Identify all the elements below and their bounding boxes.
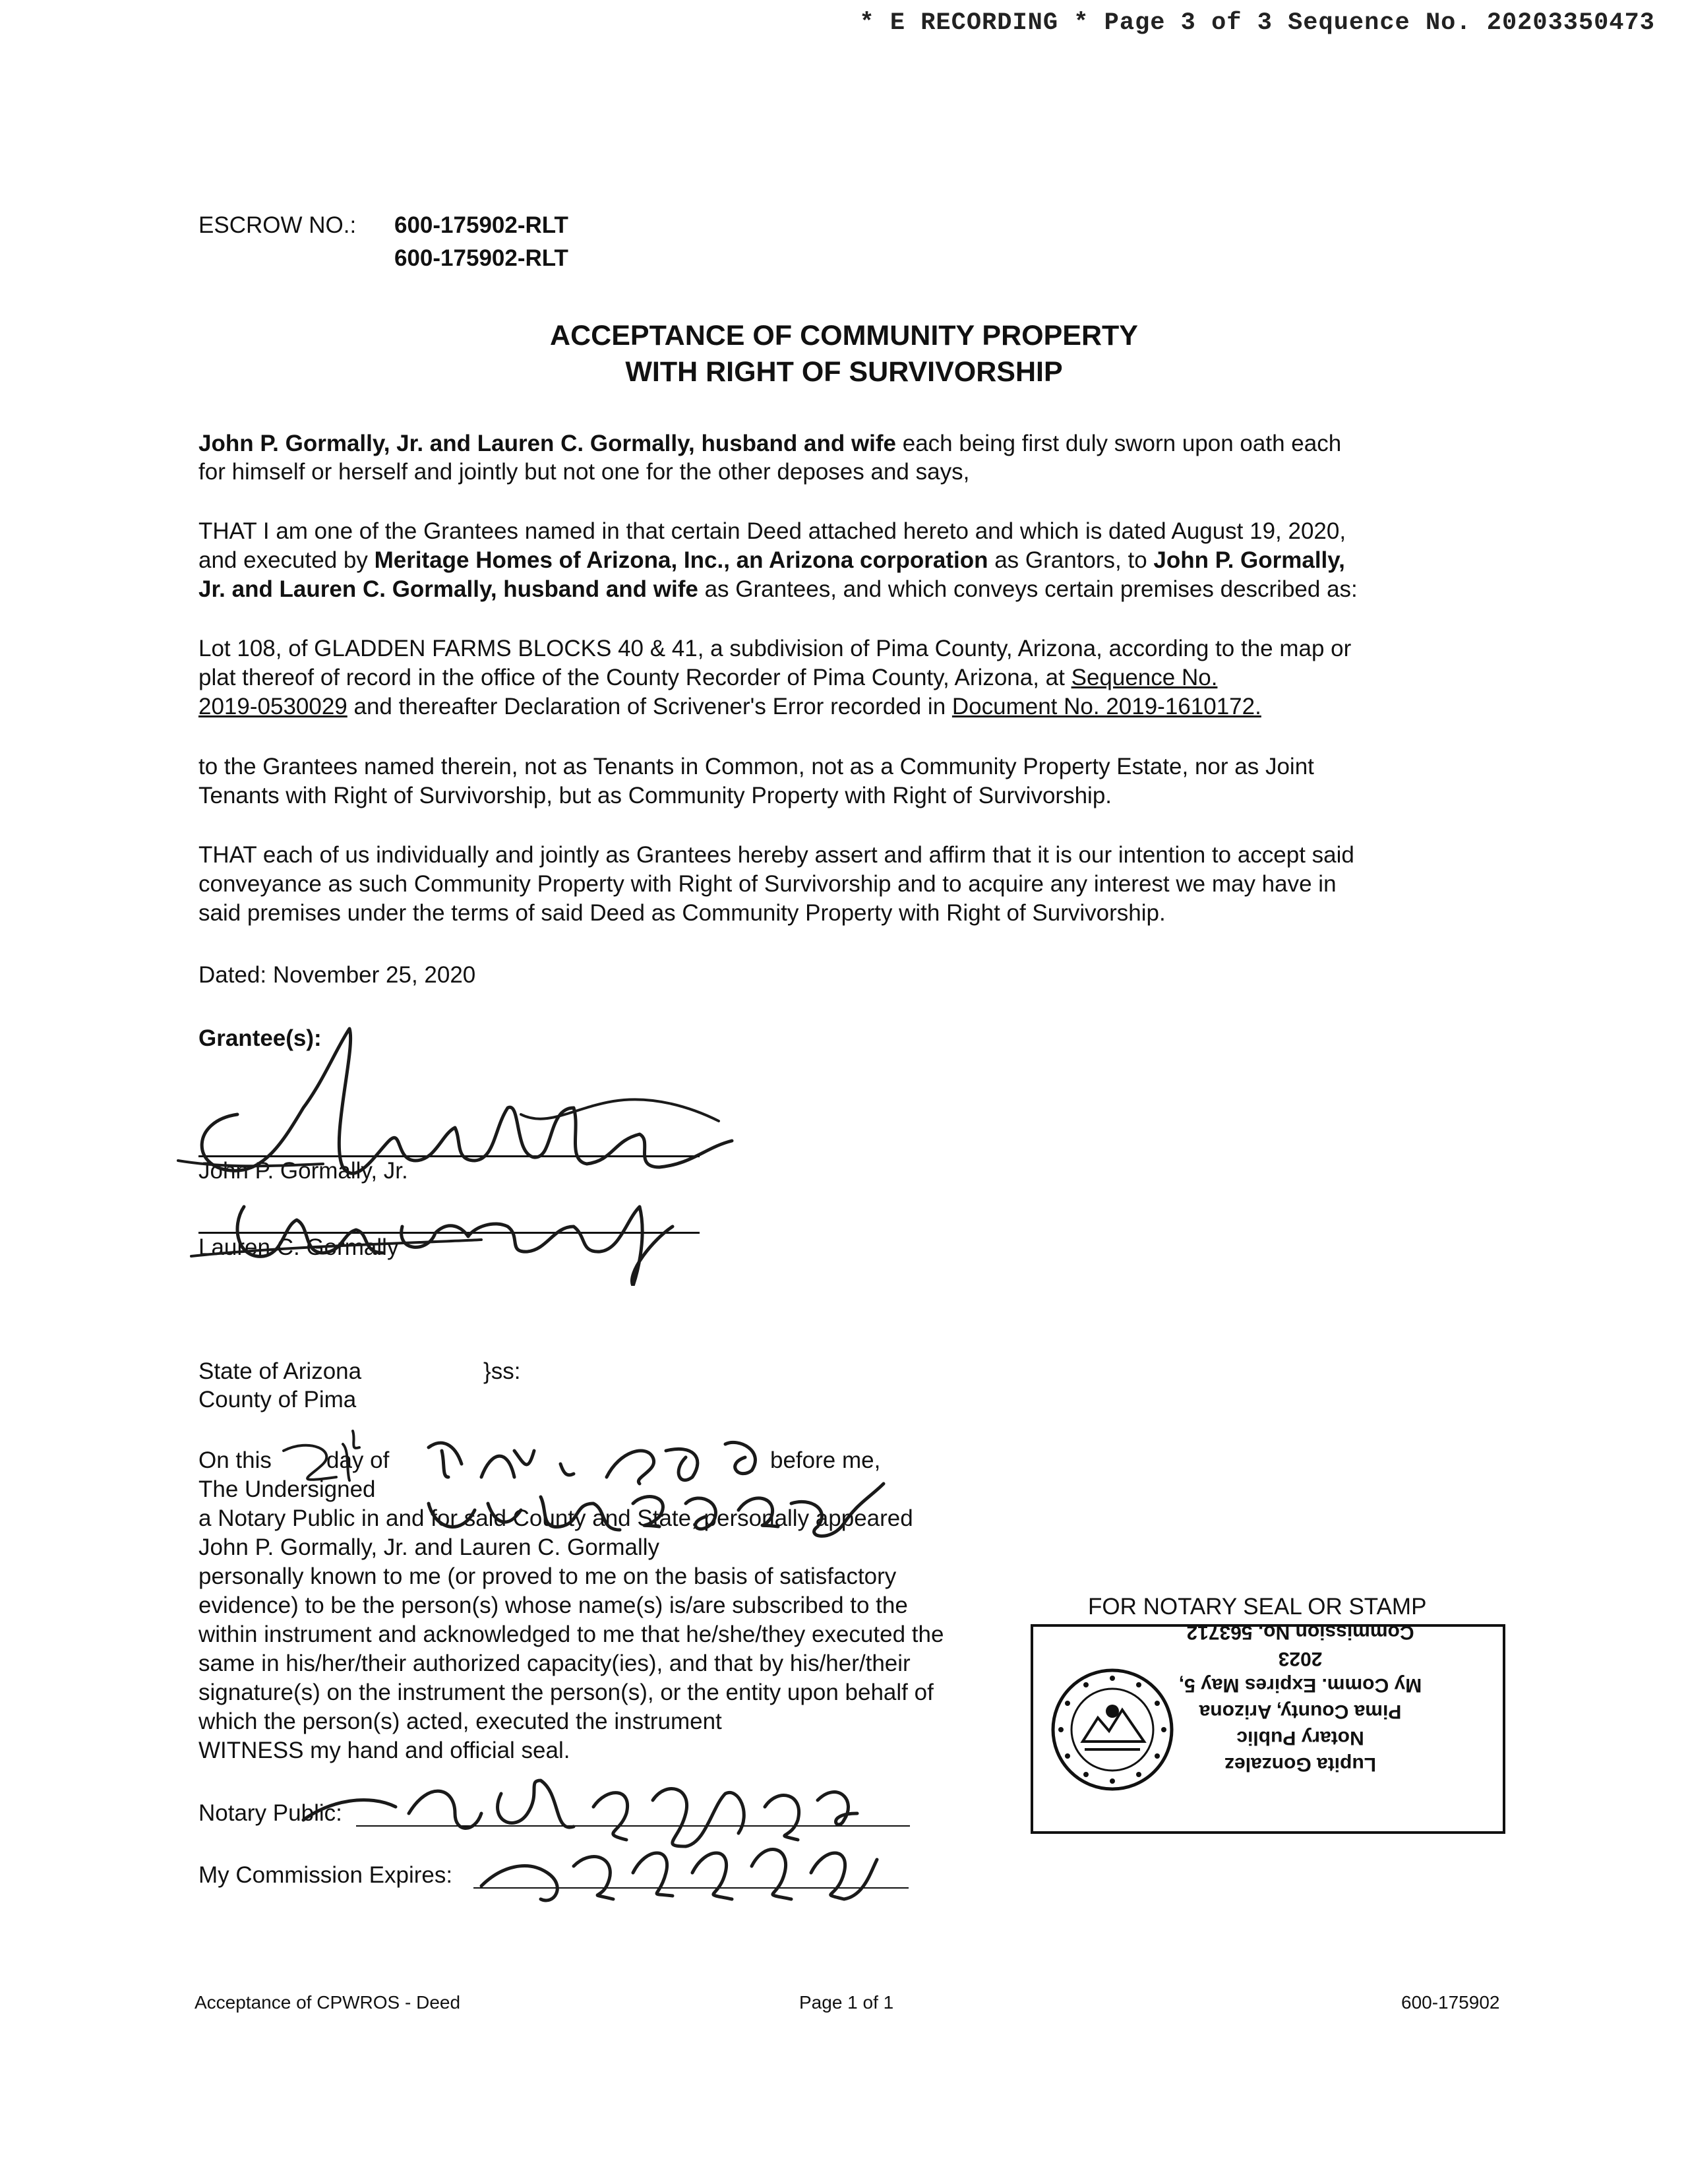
para2-line2 <box>198 546 1345 574</box>
para4-line1: to the Grantees named therein, not as Tenants in Common, not as a Community Property Estate, nor as Joint <box>198 754 1314 779</box>
document-title-line2: WITH RIGHT OF SURVIVORSHIP <box>625 356 1063 388</box>
signer1-name: John P. Gormally, Jr. <box>198 1158 408 1184</box>
notary-body-6: which the person(s) acted, executed the instrument <box>198 1709 722 1734</box>
para4-line2: Tenants with Right of Survivorship, but as Community Property with Right of Survivorship. <box>198 783 1112 808</box>
grantee-signatures <box>152 1009 811 1286</box>
para2-text: and executed by <box>198 547 375 573</box>
para1-line2: for himself or herself and jointly but not one for the other deposes and says, <box>198 459 970 485</box>
para1-line1 <box>198 429 1341 458</box>
para2-text: as Grantees, and which conveys certain premises described as: <box>698 576 1358 602</box>
notary-seal-box <box>1031 1624 1505 1834</box>
grantee-name-part: Jr. and Lauren C. Gormally, husband and wife <box>198 576 698 602</box>
grantee-name-part: John P. Gormally, <box>1153 547 1345 573</box>
notary-appeared: John P. Gormally, Jr. and Lauren C. Gormally <box>198 1534 660 1560</box>
para3-line3 <box>198 692 1261 721</box>
escrow-label: ESCROW NO.: <box>198 212 357 238</box>
notary-ss: }ss: <box>483 1358 521 1384</box>
para2-line3 <box>198 575 1358 603</box>
commission-expires-label: My Commission Expires: <box>198 1862 453 1888</box>
grantees-label: Grantee(s): <box>198 1025 322 1051</box>
para5-line3: said premises under the terms of said Deed as Community Property with Right of Survivorship. <box>198 900 1166 926</box>
notary-body-4: same in his/her/their authorized capacity(ies), and that by his/her/their <box>198 1651 911 1676</box>
para3-text: plat thereof of record in the office of the County Recorder of Pima County, Arizona, at <box>198 665 1071 690</box>
footer-right: 600-175902 <box>1401 1992 1500 2013</box>
grantee-names: John P. Gormally, Jr. and Lauren C. Gormally, husband and wife <box>198 431 897 456</box>
notary-public-label: Notary Public: <box>198 1800 342 1826</box>
escrow-number-1: 600-175902-RLT <box>394 212 568 238</box>
para1-rest: each being first duly sworn upon oath each <box>896 431 1342 456</box>
notary-witness: WITNESS my hand and official seal. <box>198 1738 570 1763</box>
dated-line: Dated: November 25, 2020 <box>198 962 476 988</box>
sequence-ref: Sequence No. <box>1071 665 1218 690</box>
notary-public-line: a Notary Public in and for said County and State, personally appeared <box>198 1505 913 1531</box>
notary-on-this: On this <box>198 1447 272 1473</box>
para2-text: as Grantors, to <box>988 547 1154 573</box>
notary-body-5: signature(s) on the instrument the person(s), or the entity upon behalf of <box>198 1680 934 1705</box>
recording-header: * E RECORDING * Page 3 of 3 Sequence No. 20203350473 <box>859 9 1655 37</box>
notary-body-1: personally known to me (or proved to me on the basis of satisfactory <box>198 1563 897 1589</box>
stamp-commission: Commission No. 563712 <box>1186 1622 1414 1643</box>
para2-line1: THAT I am one of the Grantees named in that certain Deed attached hereto and which is dated August 19, 2020, <box>198 518 1346 544</box>
para3-line2 <box>198 663 1217 692</box>
sequence-number: 2019-0530029 <box>198 694 347 719</box>
para5-line1: THAT each of us individually and jointly as Grantees hereby assert and affirm that it is our intention to accept said <box>198 842 1354 868</box>
para5-line2: conveyance as such Community Property with Right of Survivorship and to acquire any interest we may have in <box>198 871 1337 897</box>
para3-line1: Lot 108, of GLADDEN FARMS BLOCKS 40 & 41, a subdivision of Pima County, Arizona, according to the map or <box>198 636 1352 661</box>
footer-page: Page 1 of 1 <box>799 1992 894 2013</box>
document-title-line1: ACCEPTANCE OF COMMUNITY PROPERTY <box>550 320 1138 351</box>
notary-before-me: before me, <box>770 1447 881 1473</box>
notary-body-2: evidence) to be the person(s) whose name(s) is/are subscribed to the <box>198 1592 908 1618</box>
notary-state: State of Arizona <box>198 1358 362 1384</box>
signer2-name: Lauren C. Gormally <box>198 1234 399 1260</box>
stamp-name: Lupita Gonzalez <box>1224 1753 1377 1775</box>
notary-day-of: day of <box>326 1447 390 1473</box>
para3-text: and thereafter Declaration of Scrivener's Error recorded in <box>347 694 952 719</box>
escrow-number-2: 600-175902-RLT <box>394 245 568 271</box>
stamp-title: Notary Public <box>1236 1727 1364 1749</box>
notary-undersigned: The Undersigned <box>198 1476 376 1502</box>
seal-heading: FOR NOTARY SEAL OR STAMP <box>1088 1594 1427 1620</box>
stamp-expires: My Comm. Expires May 5, 2023 <box>1178 1648 1422 1696</box>
document-number: Document No. 2019-1610172. <box>951 694 1261 719</box>
footer-left: Acceptance of CPWROS - Deed <box>195 1992 461 2013</box>
state-seal-icon <box>1046 1664 1178 1796</box>
grantor-name: Meritage Homes of Arizona, Inc., an Arizona corporation <box>374 547 988 573</box>
notary-handwriting <box>264 1411 1042 1912</box>
stamp-county: Pima County, Arizona <box>1199 1701 1402 1722</box>
notary-body-3: within instrument and acknowledged to me that he/she/they executed the <box>198 1622 944 1647</box>
notary-county: County of Pima <box>198 1387 357 1412</box>
